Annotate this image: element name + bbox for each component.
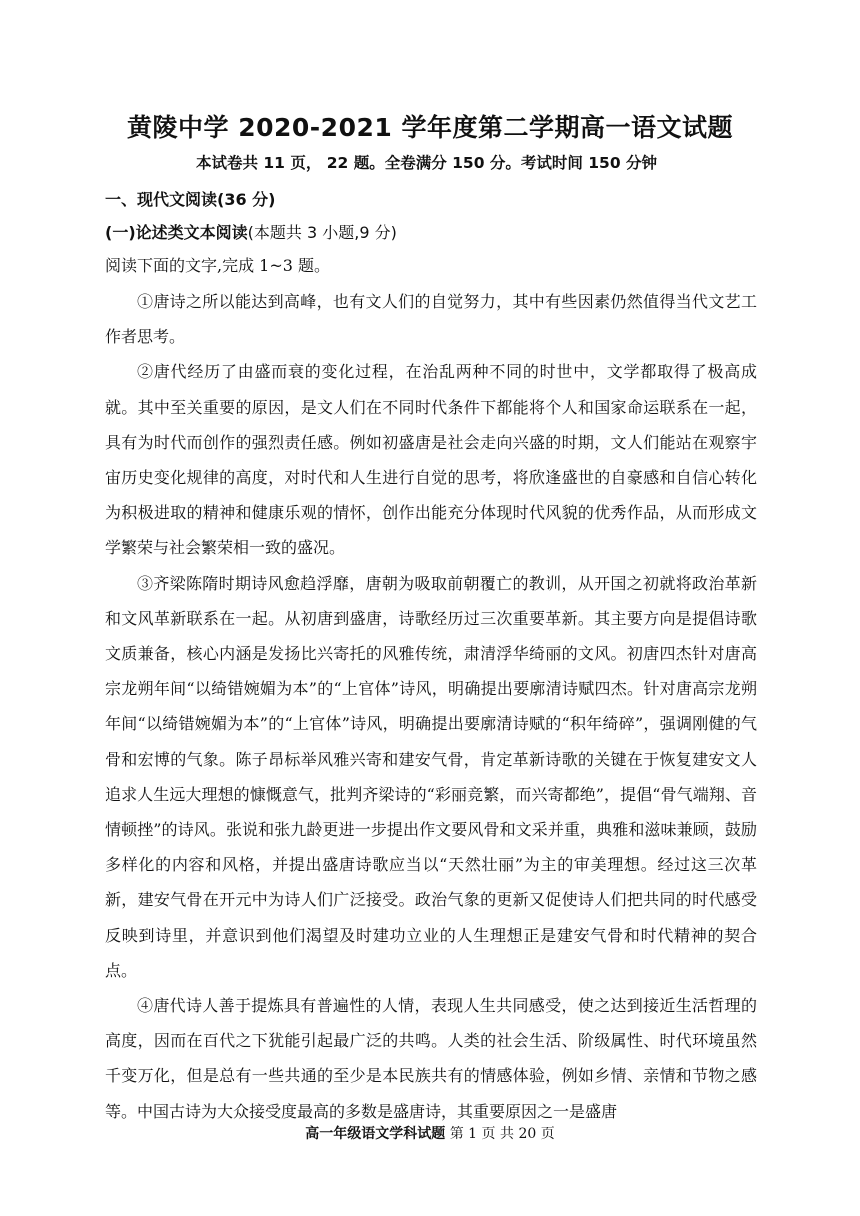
- exam-title: 黄陵中学 2020-2021 学年度第二学期高一语文试题: [127, 113, 733, 142]
- reading-passage: [105, 284, 757, 1129]
- reading-instruction: 阅读下面的文字,完成 1~3 题。: [105, 256, 331, 275]
- passage-paragraph: ①唐诗之所以能达到高峰，也有文人们的自觉努力，其中有些因素仍然值得当代文艺工作者思考。: [105, 292, 757, 347]
- passage-paragraph: ④唐代诗人善于提炼具有普遍性的人情，表现人生共同感受，使之达到接近生活哲理的高度，因而在百代之下犹能引起最广泛的共鸣。人类的社会生活、阶级属性、时代环境虽然千变万化，但是总有一些共通的至少是本民族共有的情感体验，例如乡情、亲情和节物之感等。中国古诗为大众接受度最高的多数是盛唐诗，其重要原因之一是盛唐: [105, 996, 757, 1121]
- passage-paragraph: ③齐梁陈隋时期诗风愈趋浮靡，唐朝为吸取前朝覆亡的教训，从开国之初就将政治革新和文风革新联系在一起。从初唐到盛唐，诗歌经历过三次重要革新。其主要方向是提倡诗歌文质兼备，核心内涵是发扬比兴寄托的风雅传统，肃清浮华绮丽的文风。初唐四杰针对唐高宗龙朔年间“以绮错婉媚为本”的“上官体”诗风，明确提出要廓清诗赋四杰。针对唐高宗龙朔年间“以绮错婉媚为本”的“上官体”诗风，明确提出要廓清诗赋的“积年绮碎”，强调刚健的气骨和宏博的气象。陈子昂标举风雅兴寄和建安气骨，肯定革新诗歌的关键在于恢复建安文人追求人生远大理想的慷慨意气，批判齐梁诗的“彩丽竞繁，而兴寄都绝”，提倡“骨气端翔、音情顿挫”的诗风。张说和张九龄更进一步提出作文要风骨和文采并重，典雅和滋味兼顾，鼓励多样化的内容和风格，并提出盛唐诗歌应当以“天然壮丽”为主的审美理想。经过这三次革新，建安气骨在开元中为诗人们广泛接受。政治气象的更新又促使诗人们把共同的时代感受反映到诗里，并意识到他们渴望及时建功立业的人生理想正是建安气骨和时代精神的契合点。: [105, 573, 757, 980]
- passage-paragraph: ②唐代经历了由盛而衰的变化过程，在治乱两种不同的时世中，文学都取得了极高成就。其中至关重要的原因，是文人们在不同时代条件下都能将个人和国家命运联系在一起，具有为时代而创作的强烈责任感。例如初盛唐是社会走向兴盛的时期，文人们能站在观察宇宙历史变化规律的高度，对时代和人生进行自觉的思考，将欣逢盛世的自豪感和自信心转化为积极进取的精神和健康乐观的情怀，创作出能充分体现时代风貌的优秀作品，从而形成文学繁荣与社会繁荣相一致的盛况。: [105, 362, 757, 558]
- subsection-label: (一)论述类文本阅读: [105, 223, 248, 242]
- exam-subtitle: 本试卷共 11 页， 22 题。全卷满分 150 分。考试时间 150 分钟: [196, 154, 658, 172]
- page-number: 第 1 页 共 20 页: [449, 1126, 555, 1142]
- footer-label: 高一年级语文学科试题: [305, 1126, 446, 1142]
- section-heading: 一、现代文阅读(36 分): [105, 190, 276, 209]
- subsection-heading: [105, 220, 397, 243]
- page-footer: [0, 1123, 860, 1143]
- subsection-note: (本题共 3 小题,9 分): [247, 223, 397, 242]
